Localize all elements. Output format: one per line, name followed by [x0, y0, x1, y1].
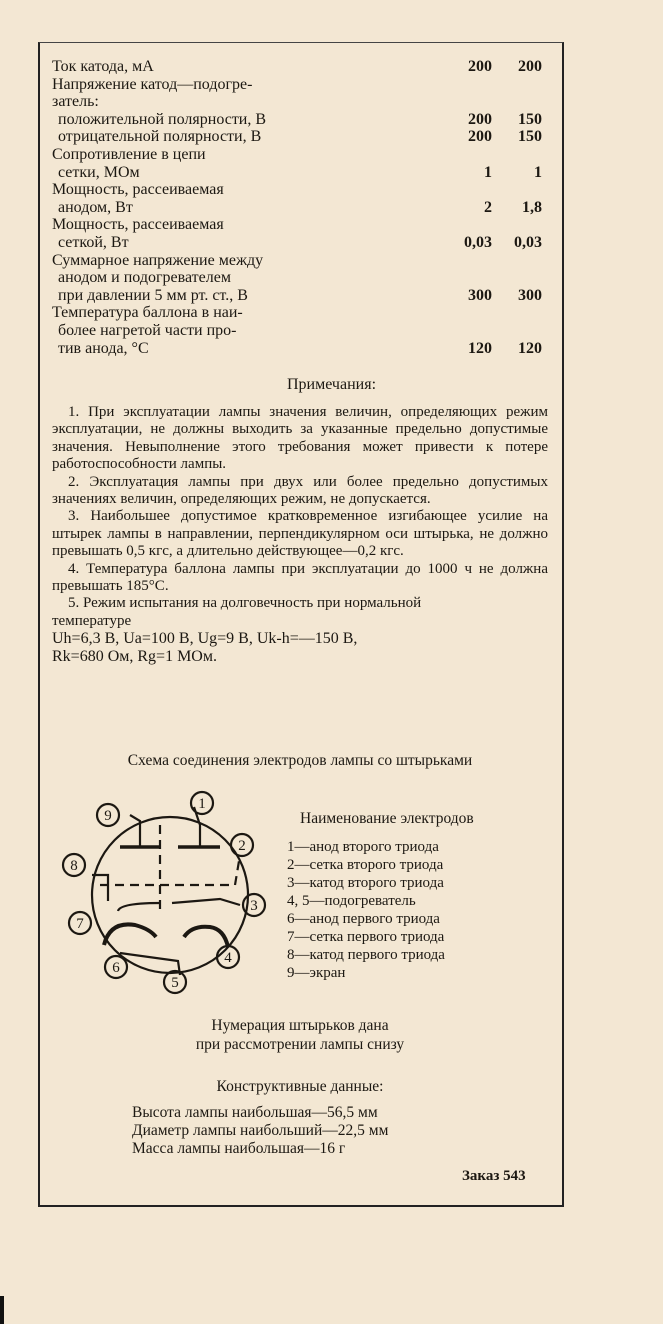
design-height: Высота лампы наибольшая—56,5 мм: [132, 1104, 378, 1121]
legend-title: Наименование электродов: [300, 810, 474, 827]
grid-line: [100, 855, 240, 885]
heater-right: [184, 927, 228, 947]
parameter-row: [52, 146, 548, 164]
legend-item: 4, 5—подогреватель: [287, 893, 416, 909]
scheme-title: Схема соединения электродов лампы со штырьками: [127, 752, 473, 769]
cathode-left: [118, 903, 160, 911]
parameter-row: [52, 252, 548, 270]
cathode-right: [172, 899, 240, 905]
parameter-label: при давлении 5 мм рт. ст., В: [58, 286, 248, 304]
parameter-value-1: 200: [468, 58, 492, 75]
parameter-row: [52, 340, 548, 358]
note-5: 5. Режим испытания на долговечность при нормальной: [68, 595, 422, 612]
parameter-label: Напряжение катод—подогре-: [52, 75, 253, 93]
parameter-row: [52, 304, 548, 322]
pin-7-label: 7: [76, 916, 84, 932]
test-conditions-line-1: Uh=6,3 В, Ua=100 В, Ug=9 В, Uk-h=—150 В,: [52, 630, 358, 648]
note-5-continuation: температуре: [52, 612, 132, 629]
parameter-value-2: 150: [518, 110, 542, 128]
parameter-value-2: 200: [518, 58, 542, 75]
anode-left-lead: [130, 815, 140, 847]
caption-line-1: Нумерация штырьков дана: [211, 1017, 389, 1034]
pin-5-label: 5: [171, 975, 179, 991]
legend-item: 2—сетка второго триода: [287, 857, 444, 873]
legend-item: 6—анод первого триода: [287, 911, 440, 927]
parameter-label: тив анода, °С: [58, 339, 149, 357]
notes-title: Примечания:: [286, 376, 377, 393]
parameter-label: затель:: [52, 93, 99, 111]
parameter-label: Мощность, рассеиваемая: [52, 216, 224, 234]
pin-9-label: 9: [104, 808, 112, 824]
parameter-row: [52, 216, 548, 234]
test-conditions-line-2: Rk=680 Ом, Rg=1 МОм.: [52, 647, 217, 665]
parameter-row: [52, 93, 548, 111]
parameter-row: [52, 322, 548, 340]
parameter-row: [52, 181, 548, 199]
legend-item: 9—экран: [287, 965, 346, 981]
parameter-value-2: 1: [534, 163, 542, 181]
parameter-row: [52, 58, 548, 76]
parameter-label: положительной полярности, В: [58, 110, 267, 128]
parameter-label: Суммарное напряжение между: [52, 251, 264, 269]
design-diameter: Диаметр лампы наибольший—22,5 мм: [132, 1122, 389, 1139]
parameter-value-1: 200: [468, 128, 492, 146]
design-data: [132, 1104, 388, 1158]
pin-3-label: 3: [250, 898, 258, 914]
parameter-value-1: 300: [468, 286, 492, 304]
electrode-legend: [287, 838, 445, 982]
parameter-value-1: 120: [468, 339, 492, 357]
note-4: 4. Температура баллона лампы при эксплуатации до 1000 ч не должна превышать 185°С.: [52, 560, 548, 595]
parameter-row: [52, 111, 548, 129]
pin-2-label: 2: [238, 838, 246, 854]
parameter-label: Сопротивление в цепи: [52, 145, 206, 163]
pin-8-label: 8: [70, 858, 78, 874]
heater-left: [104, 924, 156, 945]
parameter-value-1: 200: [468, 110, 492, 128]
parameter-label: Температура баллона в наи-: [52, 304, 243, 322]
parameter-label: более нагретой части про-: [58, 321, 237, 339]
edge-mark: [0, 1296, 4, 1324]
note-2: 2. Эксплуатация лампы при двух или более предельно допустимых значениях величин, определяющих режим, не допускается.: [52, 473, 548, 508]
parameter-value-2: 120: [518, 339, 542, 357]
order-number: Заказ 543: [462, 1168, 526, 1184]
legend-item: 1—анод второго триода: [287, 839, 439, 855]
pin-4-label: 4: [224, 950, 232, 966]
design-mass: Масса лампы наибольшая—16 г: [132, 1140, 346, 1157]
caption-line-2: при рассмотрении лампы снизу: [195, 1036, 405, 1053]
parameter-row: [52, 269, 548, 287]
legend-item: 3—катод второго триода: [287, 875, 444, 891]
legend-item: 8—катод первого триода: [287, 947, 445, 963]
parameter-row: [52, 287, 548, 305]
parameter-label: Мощность, рассеиваемая: [52, 181, 224, 199]
parameter-label: сетки, МОм: [58, 163, 140, 181]
parameter-label: сеткой, Вт: [58, 233, 129, 251]
parameter-row: [52, 234, 548, 252]
note-1: 1. При эксплуатации лампы значения величин, определяющих режим эксплуатации, не должны выходить за указанные предельно допустимые значения. Невыполнение этого требования может привести к потере работоспособности лампы.: [52, 404, 548, 473]
parameter-value-2: 1,8: [522, 198, 542, 216]
legend-item: 7—сетка первого триода: [287, 929, 445, 945]
design-data-title: Конструктивные данные:: [216, 1078, 384, 1095]
parameter-value-1: 2: [484, 198, 492, 216]
parameter-row: [52, 199, 548, 217]
parameter-label: анодом и подогревателем: [58, 269, 231, 287]
notes: [52, 404, 548, 665]
parameter-label: анодом, Вт: [58, 198, 133, 216]
parameter-row: [52, 76, 548, 94]
parameters-table: [52, 58, 548, 357]
parameter-value-2: 0,03: [514, 233, 542, 251]
parameter-label: отрицательной полярности, В: [58, 128, 262, 146]
pin-1-label: 1: [198, 796, 206, 812]
parameter-value-1: 0,03: [464, 233, 492, 251]
parameter-label: Ток катода, мА: [52, 58, 154, 75]
pin-6-label: 6: [112, 960, 120, 976]
note-3: 3. Наибольшее допустимое кратковременное изгибающее усилие на штырек лампы в направлении, перпендикулярном оси штырька, не должно превышать 0,5 кгс, а длительно действующее—0,2 кгс.: [52, 508, 548, 560]
diagram-caption: [0, 1016, 600, 1054]
pin-connection-diagram: [60, 785, 280, 1005]
parameter-value-1: 1: [484, 163, 492, 181]
parameter-value-2: 150: [518, 128, 542, 146]
parameter-value-2: 300: [518, 286, 542, 304]
parameter-row: [52, 128, 548, 146]
parameter-row: [52, 164, 548, 182]
